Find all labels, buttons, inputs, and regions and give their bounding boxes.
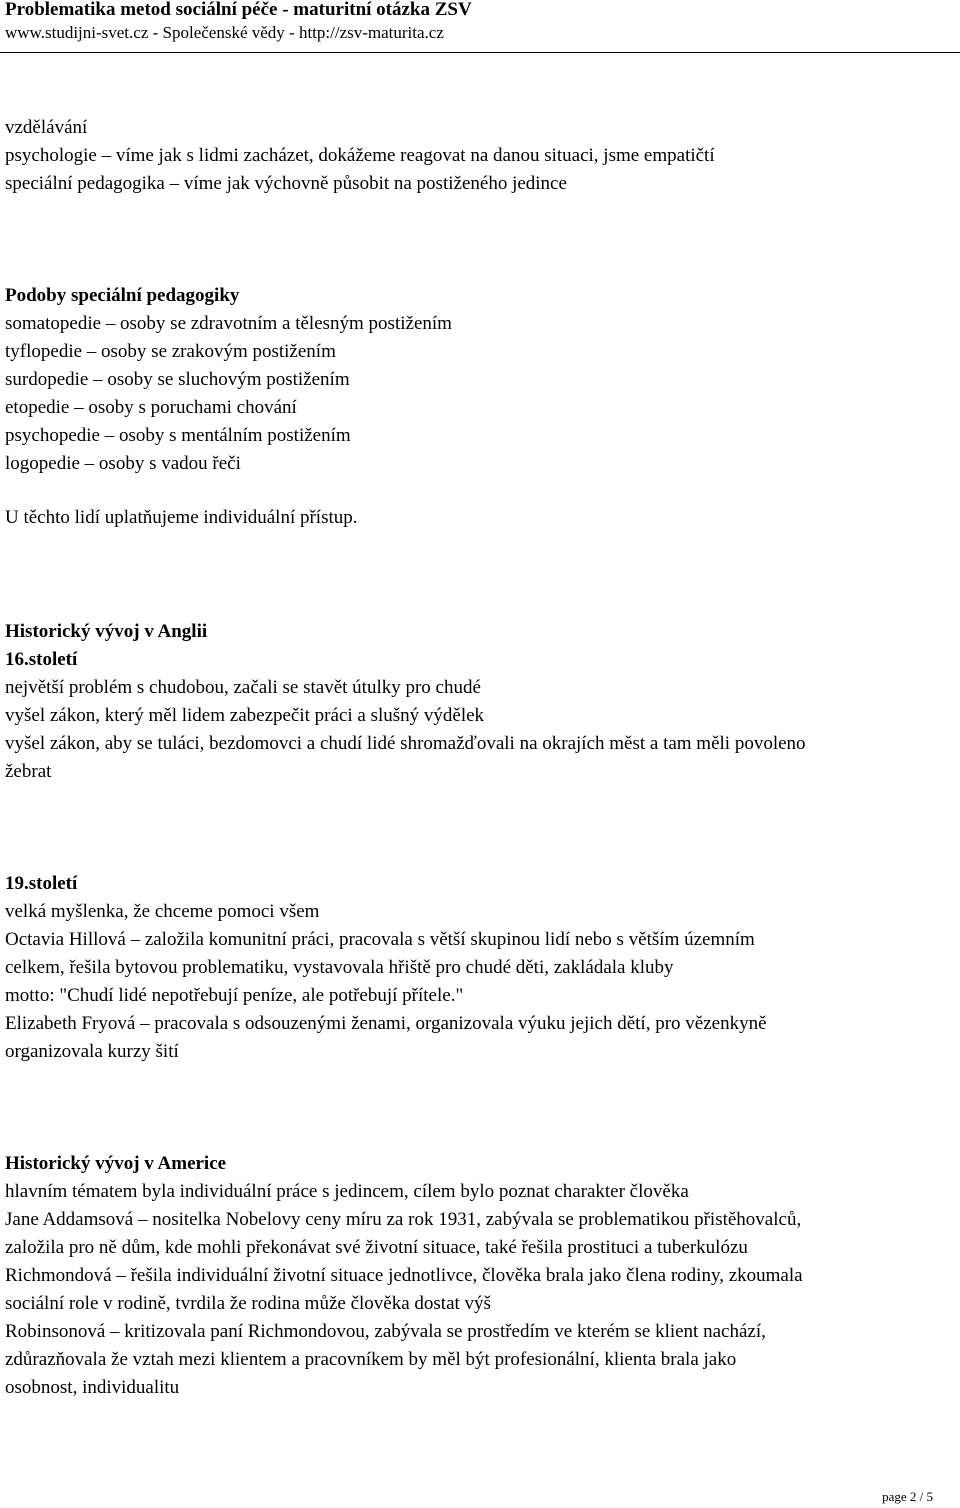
text-line: vyšel zákon, aby se tuláci, bezdomovci a chudí lidé shromažďovali na okrajích měst a tam měli povoleno: [5, 733, 806, 754]
text-line: speciální pedagogika – víme jak výchovně působit na postiženého jedince: [5, 173, 567, 194]
text-line: organizovala kurzy šití: [5, 1041, 179, 1062]
section-heading: Historický vývoj v Anglii: [5, 621, 208, 642]
text-line: celkem, řešila bytovou problematiku, vystavovala hřiště pro chudé děti, zakládala kluby: [5, 957, 674, 978]
text-line: sociální role v rodině, tvrdila že rodina může člověka dostat výš: [5, 1293, 491, 1314]
text-line: vyšel zákon, který měl lidem zabezpečit práci a slušný výdělek: [5, 705, 485, 726]
subsection-heading: 19.století: [5, 873, 78, 894]
section-heading: Historický vývoj v Americe: [5, 1153, 227, 1174]
text-line: logopedie – osoby s vadou řeči: [5, 453, 241, 474]
document-title: Problematika metod sociální péče - maturitní otázka ZSV: [5, 0, 472, 20]
text-line: Elizabeth Fryová – pracovala s odsouzenými ženami, organizovala výuku jejich dětí, pro vězenkyně: [5, 1013, 767, 1034]
text-line: U těchto lidí uplatňujeme individuální přístup.: [5, 507, 358, 528]
text-line: velká myšlenka, že chceme pomoci všem: [5, 901, 320, 922]
page-header: [5, 0, 472, 44]
text-line: psychopedie – osoby s mentálním postižením: [5, 425, 351, 446]
text-line: tyflopedie – osoby se zrakovým postižením: [5, 341, 336, 362]
subsection-heading: 16.století: [5, 649, 78, 670]
text-line: somatopedie – osoby se zdravotním a tělesným postižením: [5, 313, 452, 334]
text-line: založila pro ně dům, kde mohli překonávat své životní situace, také řešila prostituci a tuberkulózu: [5, 1237, 748, 1258]
text-line: hlavním tématem byla individuální práce s jedincem, cílem bylo poznat charakter člověka: [5, 1181, 689, 1202]
text-line: Jane Addamsová – nositelka Nobelovy ceny míru za rok 1931, zabývala se problematikou přistěhovalců,: [5, 1209, 802, 1230]
page-number: page 2 / 5: [882, 1489, 933, 1504]
text-line: zdůrazňovala že vztah mezi klientem a pracovníkem by měl být profesionální, klienta brala jako: [5, 1349, 737, 1370]
document-subtitle: www.studijni-svet.cz - Společenské vědy - http://zsv-maturita.cz: [5, 23, 444, 42]
text-line: žebrat: [5, 761, 52, 782]
text-line: surdopedie – osoby se sluchovým postižením: [5, 369, 350, 390]
text-line: osobnost, individualitu: [5, 1377, 180, 1398]
text-line: vzdělávání: [5, 117, 88, 138]
text-line: Robinsonová – kritizovala paní Richmondovou, zabývala se prostředím ve kterém se klient nachází,: [5, 1321, 766, 1342]
text-line: Octavia Hillová – založila komunitní práci, pracovala s větší skupinou lidí nebo s větším územním: [5, 929, 755, 950]
header-divider: [0, 52, 960, 53]
section-heading: Podoby speciální pedagogiky: [5, 285, 240, 306]
text-line: největší problém s chudobou, začali se stavět útulky pro chudé: [5, 677, 481, 698]
text-line: psychologie – víme jak s lidmi zacházet, dokážeme reagovat na danou situaci, jsme empatičtí: [5, 145, 715, 166]
text-line: Richmondová – řešila individuální životní situace jednotlivce, člověka brala jako člena rodiny, zkoumala: [5, 1265, 803, 1286]
text-line: etopedie – osoby s poruchami chování: [5, 397, 297, 418]
text-line: motto: "Chudí lidé nepotřebují peníze, ale potřebují přítele.": [5, 985, 464, 1006]
